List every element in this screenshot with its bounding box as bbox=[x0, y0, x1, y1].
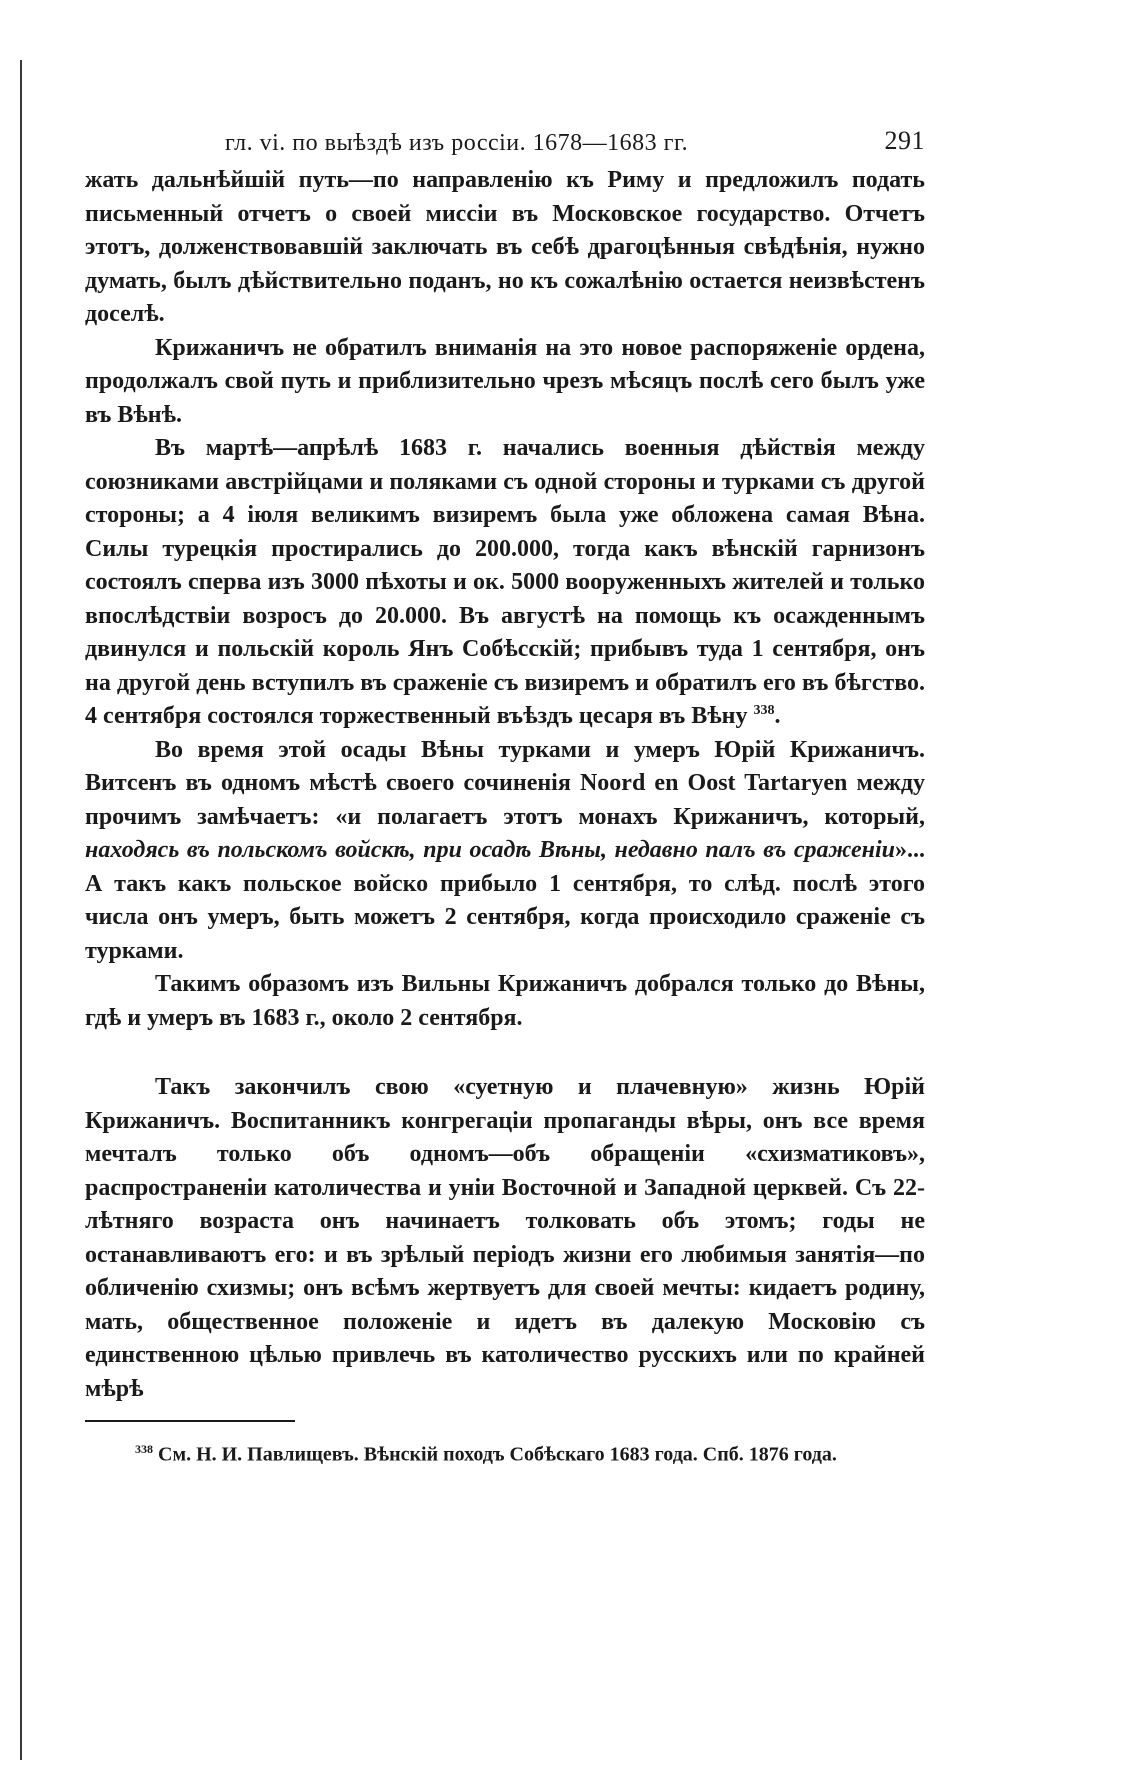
paragraph-3-text: Въ мартѣ—апрѣлѣ 1683 г. начались военныя дѣйствія между союзниками австрійцами и поляками съ одной стороны и турками съ другой стороны; а 4 іюля великимъ визиремъ была уже обложена самая Вѣна. Силы турецкія простирались до 200.000, тогда какъ вѣнскій гарнизонъ состоялъ сперва изъ 3000 пѣхоты и ок. 5000 вооруженныхъ жителей и только впослѣдствіи возросъ до 20.000. Въ августѣ на помощь къ осажденнымъ двинулся и польскій король Янъ Собѣсскій; прибывъ туда 1 сентября, онъ на другой день вступилъ въ сраженіе съ визиремъ и обратилъ его въ бѣгство. 4 сентября состоялся торжественный въѣздъ цесаря въ Вѣну bbox=[85, 435, 925, 729]
paragraph-6: Такъ закончилъ свою «суетную и плачевную» жизнь Юрій Крижаничъ. Воспитанникъ конгрегаціи пропаганды вѣры, онъ все время мечталъ только объ одномъ—объ обращеніи «схизматиковъ», распространеніи католичества и уніи Восточной и Западной церквей. Съ 22-лѣтняго возраста онъ начинаетъ толковать объ этомъ; годы не останавливаютъ его: и въ зрѣлый періодъ жизни его любимыя занятія—по обличенію схизмы; онъ всѣмъ жертвуетъ для своей мечты: кидаетъ родину, мать, общественное положеніе и идетъ въ далекую Московію съ единственною цѣлью привлечь въ католичество русскихъ или по крайней мѣрѣ bbox=[85, 1074, 925, 1402]
running-head bbox=[85, 120, 925, 164]
paragraph-4 bbox=[85, 734, 925, 969]
page-binding-edge bbox=[20, 60, 22, 1760]
paragraph-2: Крижаничъ не обратилъ вниманія на это новое распоряженіе ордена, продолжалъ свой путь и приблизительно чрезъ мѣсяцъ послѣ сего былъ уже въ Вѣнѣ. bbox=[85, 334, 925, 428]
body-text bbox=[85, 164, 925, 1406]
book-page bbox=[85, 120, 925, 1470]
paragraph-3-end: . bbox=[774, 703, 781, 729]
footnote-rule bbox=[85, 1420, 295, 1422]
footnote-reference[interactable]: 338 bbox=[753, 703, 775, 718]
running-title: гл. vi. по выѣздѣ изъ россіи. 1678—1683 гг. bbox=[225, 130, 689, 156]
paragraph-4-start: Во время этой осады Вѣны турками и умеръ Юрій Крижаничъ. Витсенъ въ одномъ мѣстѣ своего сочиненія Noord en Oost Tartaryen между прочимъ замѣчаетъ: «и полагаетъ этотъ монахъ Крижаничъ, который, bbox=[85, 736, 925, 830]
footnote-text: См. Н. И. Павлищевъ. Вѣнскій походъ Собѣскаго 1683 года. Спб. 1876 года. bbox=[158, 1443, 837, 1466]
paragraph-3 bbox=[85, 432, 925, 734]
paragraph-4-end: »... А такъ какъ польское войско прибыло 1 сентября, то слѣд. послѣ этого числа онъ умеръ, быть можетъ 2 сентября, когда происходило сраженіе съ турками. bbox=[85, 837, 925, 964]
paragraph-5: Такимъ образомъ изъ Вильны Крижаничъ добрался только до Вѣны, гдѣ и умеръ въ 1683 г., около 2 сентября. bbox=[85, 971, 925, 1031]
footnote-marker: 338 bbox=[135, 1442, 153, 1456]
paragraph-4-quote-italic: находясь въ польскомъ войскѣ, при осадѣ Вѣны, недавно палъ въ сраженіи bbox=[85, 837, 895, 863]
paragraph-1: жать дальнѣйшій путь—по направленію къ Риму и предложилъ подать письменный отчетъ о своей миссіи въ Московское государство. Отчетъ этотъ, долженствовавшій заключать въ себѣ драгоцѣнныя свѣдѣнія, нужно думать, былъ дѣйствительно поданъ, но къ сожалѣнію остается неизвѣстенъ доселѣ. bbox=[85, 167, 925, 327]
page-number: 291 bbox=[884, 126, 925, 155]
footnote bbox=[85, 1434, 925, 1470]
